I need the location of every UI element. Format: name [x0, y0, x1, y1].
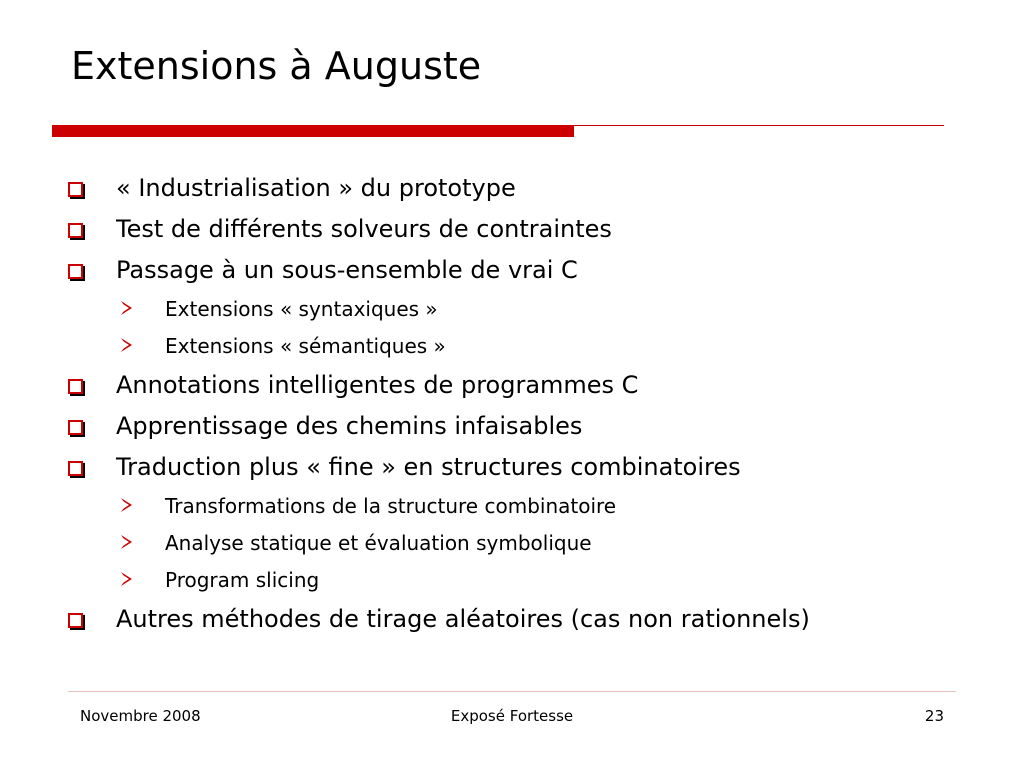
- square-checkbox-icon: [68, 176, 83, 201]
- bullet-text: Annotations intelligentes de programmes C: [116, 371, 639, 399]
- bullet-text: Transformations de la structure combinatoire: [165, 494, 617, 518]
- bullet-text: « Industrialisation » du prototype: [116, 174, 516, 202]
- bullet-item: [68, 455, 741, 479]
- sub-bullet-item: [118, 299, 438, 319]
- bullet-text: Apprentissage des chemins infaisables: [116, 412, 583, 440]
- sub-bullet-item: [118, 336, 446, 356]
- footer-title: Exposé Fortesse: [450, 707, 574, 725]
- bullet-item: [68, 217, 612, 241]
- footer-date: Novembre 2008: [80, 707, 201, 725]
- arrowhead-icon: [118, 299, 134, 319]
- sub-bullet-item: [118, 533, 592, 553]
- arrowhead-icon: [118, 336, 134, 356]
- sub-bullet-item: [118, 496, 616, 516]
- bullet-item: [68, 258, 578, 282]
- bullet-item: [68, 176, 516, 200]
- bullet-text: Extensions « syntaxiques »: [165, 297, 438, 321]
- square-checkbox-icon: [68, 373, 83, 398]
- bullet-item: [68, 414, 582, 438]
- arrowhead-icon: [118, 496, 134, 516]
- bullet-item: [68, 607, 810, 631]
- bullet-item: [68, 373, 638, 397]
- square-checkbox-icon: [68, 414, 83, 439]
- bullet-text: Passage à un sous-ensemble de vrai C: [116, 256, 578, 284]
- bullet-text: Autres méthodes de tirage aléatoires (cas non rationnels): [116, 605, 810, 633]
- square-checkbox-icon: [68, 455, 83, 480]
- bullet-text: Test de différents solveurs de contraintes: [116, 215, 612, 243]
- page-number: 23: [924, 707, 944, 725]
- square-checkbox-icon: [68, 258, 83, 283]
- bullet-text: Traduction plus « fine » en structures combinatoires: [116, 453, 741, 481]
- square-checkbox-icon: [68, 217, 83, 242]
- square-checkbox-icon: [68, 607, 83, 632]
- arrowhead-icon: [118, 533, 134, 553]
- bullet-text: Analyse statique et évaluation symbolique: [165, 531, 592, 555]
- footer-divider: [68, 691, 956, 692]
- bullet-text: Program slicing: [165, 568, 320, 592]
- sub-bullet-item: [118, 570, 319, 590]
- slide-title: Extensions à Auguste: [71, 44, 482, 88]
- arrowhead-icon: [118, 570, 134, 590]
- bullet-text: Extensions « sémantiques »: [165, 334, 446, 358]
